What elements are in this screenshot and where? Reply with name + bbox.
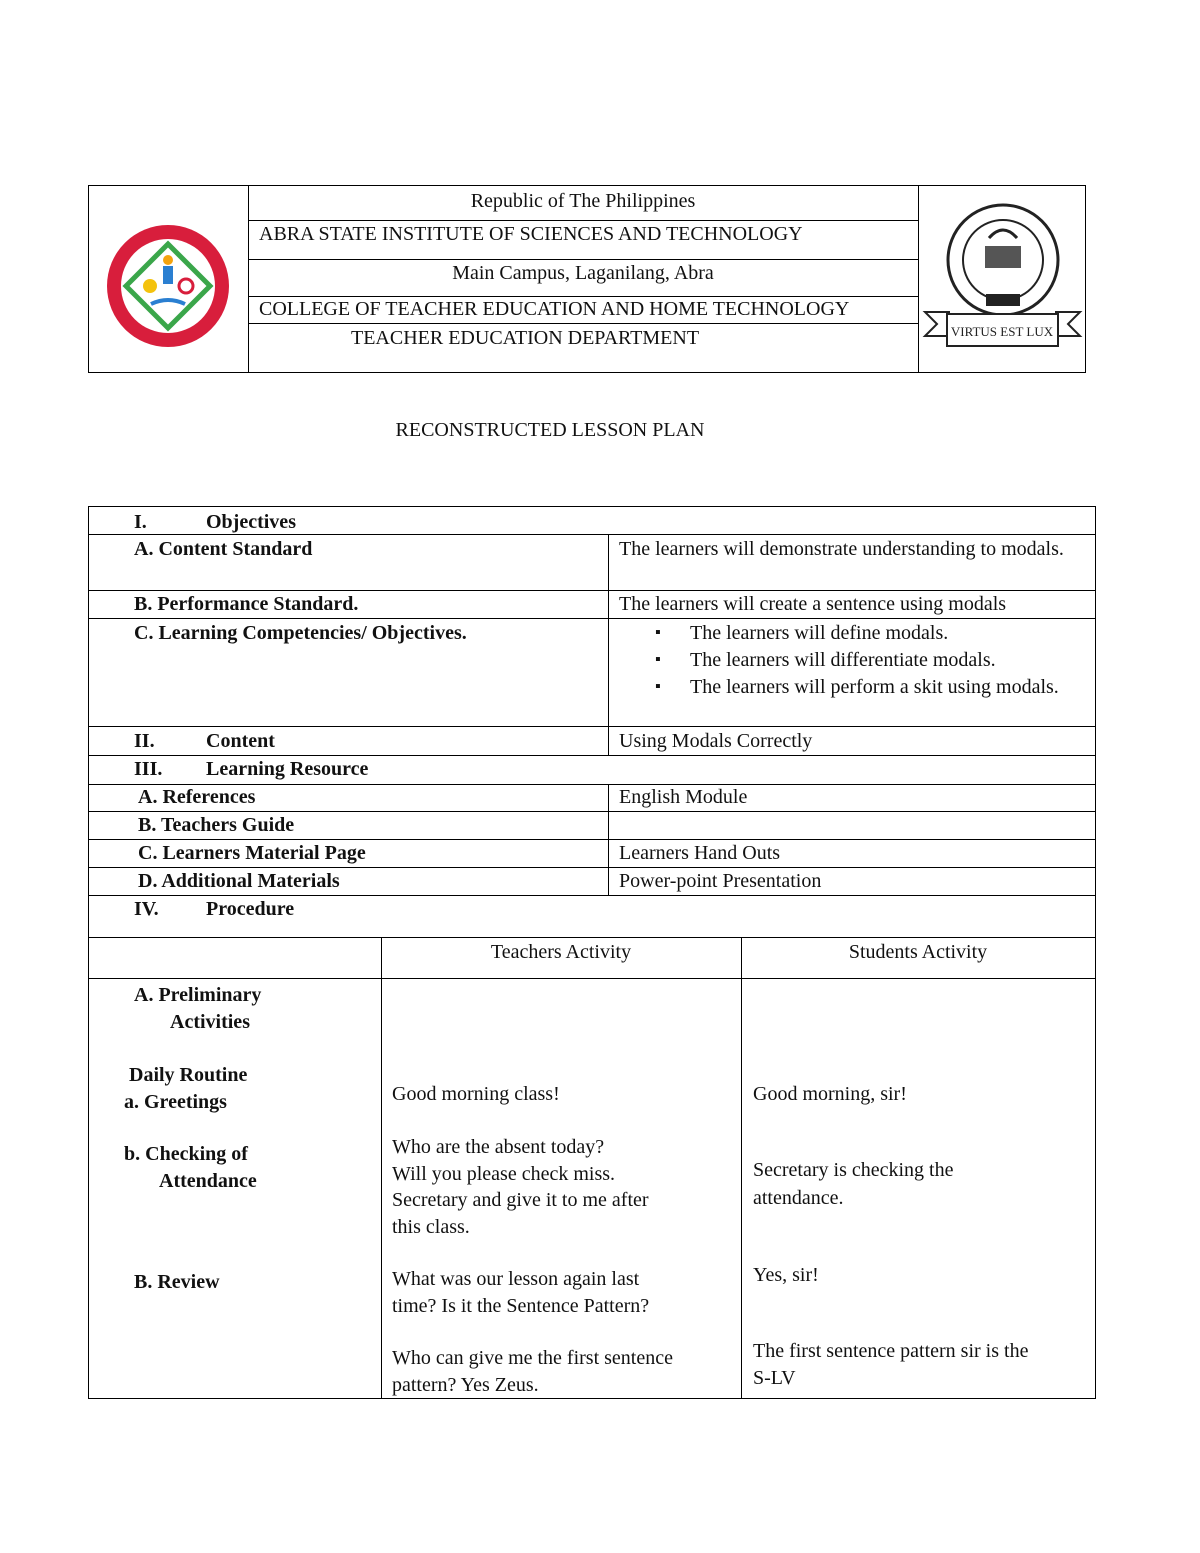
section-heading: Objectives xyxy=(206,511,296,533)
checking-label-2: Attendance xyxy=(159,1170,257,1192)
section-number: II. xyxy=(134,730,155,752)
teachers-activity-header: Teachers Activity xyxy=(490,941,632,963)
teacher-line: Secretary and give it to me after xyxy=(392,1189,649,1211)
republic-line: Republic of The Philippines xyxy=(470,190,696,212)
row-line xyxy=(89,937,1095,938)
section-heading: Learning Resource xyxy=(206,758,369,780)
document-title: RECONSTRUCTED LESSON PLAN xyxy=(395,419,705,441)
col-line xyxy=(608,534,609,756)
content-standard-label: A. Content Standard xyxy=(134,538,313,560)
competency-item: The learners will define modals. xyxy=(690,622,949,644)
motto-text: VIRTUS EST LUX xyxy=(950,324,1054,339)
student-line: Good morning, sir! xyxy=(753,1083,907,1105)
section-number: III. xyxy=(134,758,163,780)
student-line: Yes, sir! xyxy=(753,1264,819,1286)
department-name: TEACHER EDUCATION DEPARTMENT xyxy=(351,327,700,349)
content-value: Using Modals Correctly xyxy=(619,730,813,752)
preliminary-label: A. Preliminary xyxy=(134,984,262,1006)
divider xyxy=(248,296,918,297)
col-line xyxy=(381,937,382,1399)
teacher-line: Good morning class! xyxy=(392,1083,560,1105)
college-seal-logo xyxy=(918,186,1086,372)
teacher-line: time? Is it the Sentence Pattern? xyxy=(392,1295,650,1317)
bullet-icon: ▪ xyxy=(655,624,661,641)
bullet-icon: ▪ xyxy=(655,651,661,668)
student-line: The first sentence pattern sir is the xyxy=(753,1340,1029,1362)
performance-standard-label: B. Performance Standard. xyxy=(134,593,359,615)
letterhead xyxy=(88,185,1086,373)
row-line xyxy=(89,618,1095,619)
section-heading: Content xyxy=(206,730,275,752)
teacher-line: Who are the absent today? xyxy=(392,1136,605,1158)
student-line: attendance. xyxy=(753,1187,844,1209)
learners-material-label: C. Learners Material Page xyxy=(138,842,366,864)
section-number: I. xyxy=(134,511,147,533)
learners-material-value: Learners Hand Outs xyxy=(619,842,781,864)
student-line: S-LV xyxy=(753,1367,796,1389)
section-heading: Procedure xyxy=(206,898,295,920)
teacher-line: Who can give me the first sentence xyxy=(392,1347,673,1369)
bullet-icon: ▪ xyxy=(655,678,661,695)
divider xyxy=(248,323,918,324)
greetings-label: a. Greetings xyxy=(124,1091,227,1113)
college-name: COLLEGE OF TEACHER EDUCATION AND HOME TECHNOLOGY xyxy=(259,298,850,320)
col-line xyxy=(608,784,609,896)
divider xyxy=(248,220,918,221)
students-activity-header: Students Activity xyxy=(848,941,988,963)
competency-item: The learners will differentiate modals. xyxy=(690,649,996,671)
competencies-label: C. Learning Competencies/ Objectives. xyxy=(134,622,467,644)
row-line xyxy=(89,726,1095,727)
competency-item: The learners will perform a skit using modals. xyxy=(690,676,1059,698)
teacher-line: Will you please check miss. xyxy=(392,1163,616,1185)
daily-routine-label: Daily Routine xyxy=(129,1064,248,1086)
content-standard-value: The learners will demonstrate understanding to modals. xyxy=(619,538,1064,560)
divider xyxy=(248,259,918,260)
section-number: IV. xyxy=(134,898,159,920)
lesson-plan-table xyxy=(88,506,1096,1399)
campus-line: Main Campus, Laganilang, Abra xyxy=(452,262,714,284)
preliminary-label-2: Activities xyxy=(170,1011,250,1033)
performance-standard-value: The learners will create a sentence using modals xyxy=(619,593,1007,615)
teacher-line: pattern? Yes Zeus. xyxy=(392,1374,539,1396)
additional-materials-label: D. Additional Materials xyxy=(138,870,340,892)
references-value: English Module xyxy=(619,786,748,808)
teachers-guide-label: B. Teachers Guide xyxy=(138,814,295,836)
teacher-line: this class. xyxy=(392,1216,470,1238)
references-label: A. References xyxy=(138,786,256,808)
teacher-line: What was our lesson again last xyxy=(392,1268,640,1290)
checking-label: b. Checking of xyxy=(124,1143,248,1165)
student-line: Secretary is checking the xyxy=(753,1159,954,1181)
review-label: B. Review xyxy=(134,1271,220,1293)
institute-name: ABRA STATE INSTITUTE OF SCIENCES AND TECHNOLOGY xyxy=(259,223,803,245)
row-line xyxy=(89,978,1095,979)
asist-seal-logo xyxy=(89,186,249,372)
col-line xyxy=(741,937,742,1399)
additional-materials-value: Power-point Presentation xyxy=(619,870,822,892)
